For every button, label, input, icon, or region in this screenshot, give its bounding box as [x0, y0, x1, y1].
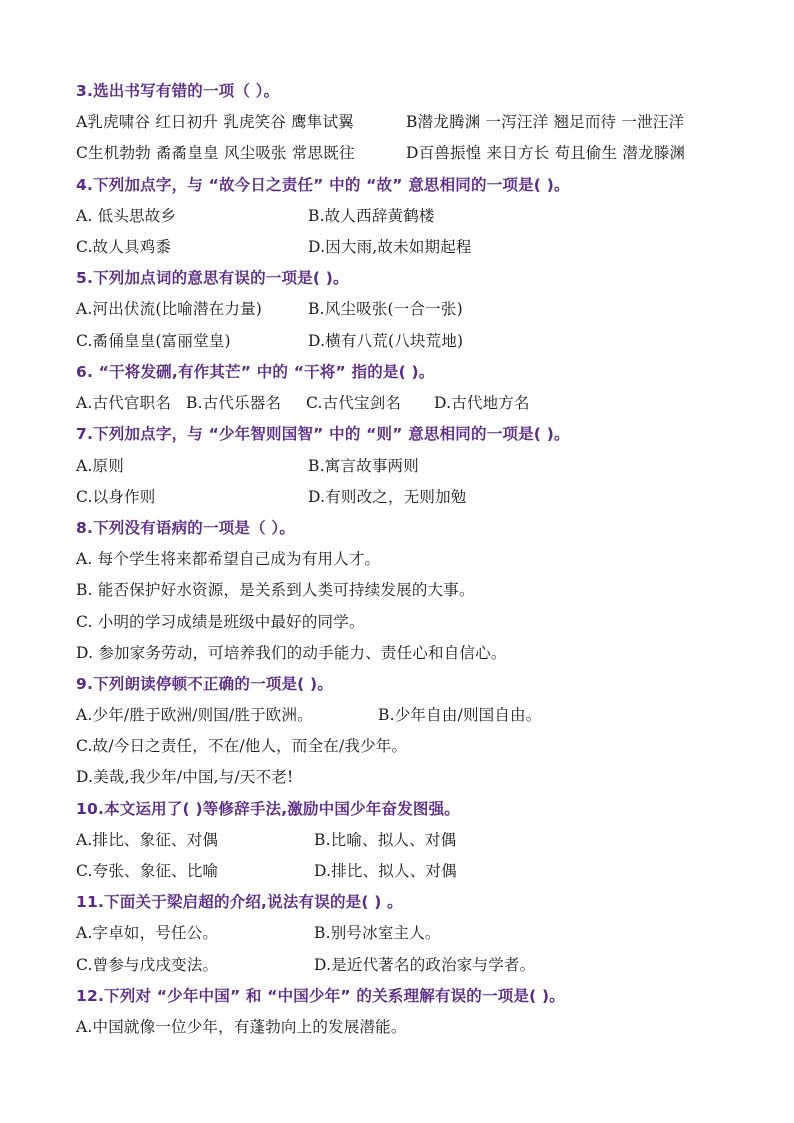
option-d: D.古代地方名 — [434, 394, 530, 412]
question-9-option-d — [76, 767, 293, 787]
question-8-option-d — [76, 643, 507, 663]
option-a: A.少年/胜于欧洲/则国/胜于欧洲。 — [76, 706, 313, 724]
option-d: D. 参加家务劳动，可培养我们的动手能力、责任心和自信心。 — [76, 644, 507, 662]
question-stem: 12.下列对 “少年中国” 和 “中国少年” 的关系理解有误的一项是( )。 — [76, 987, 565, 1005]
option-c: C.曾参与戊戌变法。 — [76, 956, 219, 974]
option-b: B潜龙腾渊 一泻汪洋 翘足而待 一泄汪洋 — [406, 113, 685, 131]
option-d: D.是近代著名的政治家与学者。 — [314, 956, 536, 974]
question-stem: 9.下列朗读停顿不正确的一项是( )。 — [76, 675, 334, 693]
question-9-stem — [76, 674, 333, 694]
option-b: B. 能否保护好水资源，是关系到人类可持续发展的大事。 — [76, 581, 475, 599]
option-c: C.故人具鸡黍 — [76, 238, 172, 256]
option-b: B.风尘吸张(一合一张) — [308, 300, 463, 318]
option-a: A.排比、象征、对偶 — [76, 831, 219, 849]
option-c: C.夸张、象征、比喻 — [76, 862, 219, 880]
question-4-stem — [76, 175, 570, 195]
option-b: B.少年自由/则国自由。 — [378, 706, 542, 724]
question-10-stem — [76, 799, 460, 819]
option-a: A.中国就像一位少年，有蓬勃向上的发展潜能。 — [76, 1018, 407, 1036]
question-stem: 4.下列加点字，与 “故今日之责任” 中的 “故” 意思相同的一项是( )。 — [76, 176, 570, 194]
option-a: A.字卓如，号任公。 — [76, 924, 219, 942]
option-c: C.矞俑皇皇(富丽堂皇) — [76, 332, 231, 350]
question-stem: 6. “干将发硎,有作其芒” 中的 “干将” 指的是( )。 — [76, 363, 435, 381]
question-8-stem — [76, 518, 295, 538]
option-d: D.有则改之，无则加勉 — [308, 488, 467, 506]
question-stem: 8.下列没有语病的一项是（ ）。 — [76, 519, 296, 537]
option-a: A.河出伏流(比喻潜在力量) — [76, 300, 263, 318]
question-8-option-b — [76, 580, 475, 600]
option-a: A乳虎啸谷 红日初升 乳虎笑谷 鹰隼试翼 — [76, 113, 354, 131]
question-stem: 11.下面关于梁启超的介绍,说法有误的是( ) 。 — [76, 893, 403, 911]
question-12-option-a — [76, 1017, 407, 1037]
question-11-stem — [76, 892, 403, 912]
question-3-stem — [76, 81, 279, 101]
question-6-stem — [76, 362, 434, 382]
question-stem: 5.下列加点词的意思有误的一项是( )。 — [76, 269, 349, 287]
option-c: C.以身作则 — [76, 488, 156, 506]
option-b: B.比喻、拟人、对偶 — [314, 831, 457, 849]
question-stem: 3.选出书写有错的一项（ ）。 — [76, 82, 280, 100]
question-stem: 10.本文运用了( )等修辞手法,激励中国少年奋发图强。 — [76, 800, 461, 818]
option-d: D百兽振惶 来日方长 苟且偷生 潜龙滕渊 — [406, 144, 686, 162]
question-9-option-c — [76, 736, 407, 756]
question-stem: 7.下列加点字，与 “少年智则国智” 中的 “则” 意思相同的一项是( )。 — [76, 425, 570, 443]
option-d: D.美哉,我少年/中国,与/天不老! — [76, 768, 294, 786]
question-8-option-c — [76, 612, 365, 632]
option-a: A.原则 — [76, 457, 124, 475]
question-8-option-a — [76, 549, 380, 569]
option-b: B.故人西辞黄鹤楼 — [308, 207, 435, 225]
question-12-stem — [76, 986, 565, 1006]
option-b: B.寓言故事两则 — [308, 457, 419, 475]
question-5-stem — [76, 268, 349, 288]
option-d: D.横有八荒(八块荒地) — [308, 332, 464, 350]
option-c: C. 小明的学习成绩是班级中最好的同学。 — [76, 613, 365, 631]
option-c: C生机勃勃 矞矞皇皇 风尘吸张 常思既往 — [76, 144, 355, 162]
option-c: C.古代宝剑名 — [306, 394, 402, 412]
option-a: A. 低头思故乡 — [76, 207, 177, 225]
question-7-stem — [76, 424, 570, 444]
option-d: D.因大雨,故未如期起程 — [308, 238, 472, 256]
option-b: B.古代乐器名 — [186, 394, 282, 412]
option-d: D.排比、拟人、对偶 — [314, 862, 457, 880]
option-b: B.别号冰室主人。 — [314, 924, 441, 942]
option-a: A. 每个学生将来都希望自己成为有用人才。 — [76, 550, 381, 568]
option-a: A.古代官职名 — [76, 394, 172, 412]
option-c: C.故/今日之责任，不在/他人，而全在/我少年。 — [76, 737, 408, 755]
